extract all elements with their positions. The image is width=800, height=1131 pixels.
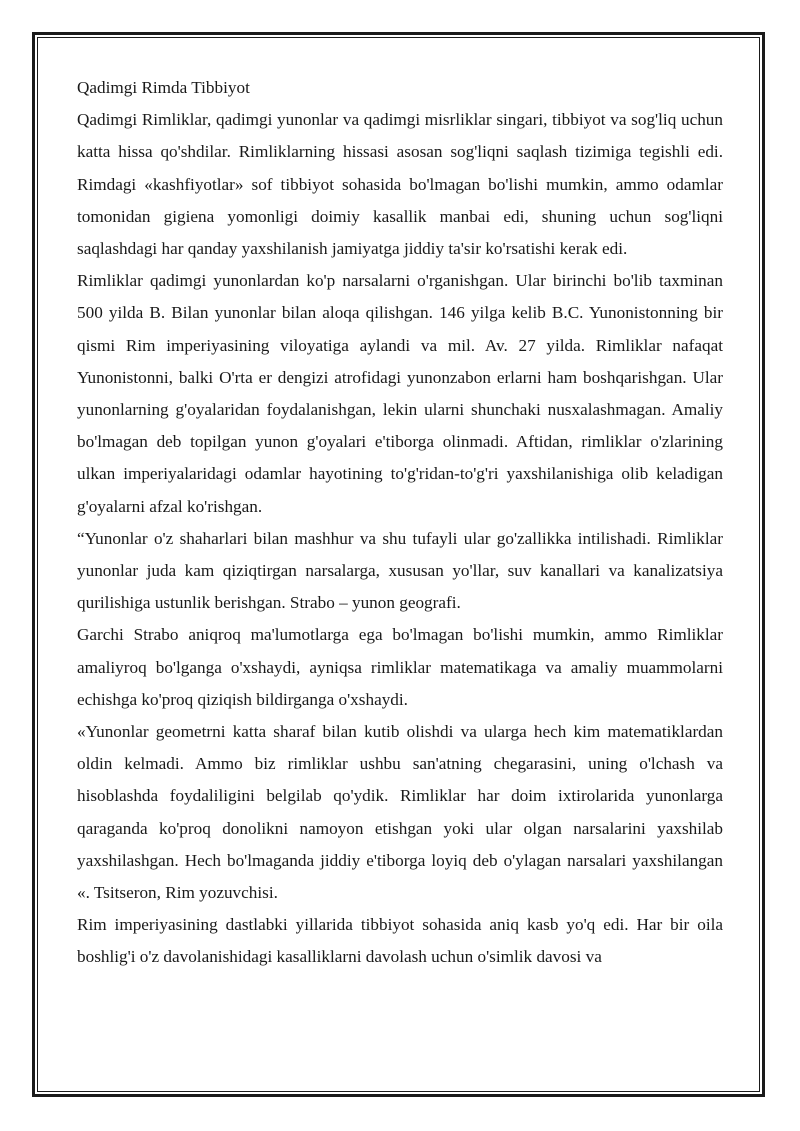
paragraph-3: “Yunonlar o'z shaharlari bilan mashhur va shu tufayli ular go'zallikka intilishadi. Rimliklar yunonlar juda kam qiziqtirgan narsalarga, xususan yo'llar, suv kanallari va kanalizatsiya qurilishiga ustunlik berishgan. Strabo – yunon geografi. [77, 528, 723, 613]
paragraph-6: Rim imperiyasining dastlabki yillarida tibbiyot sohasida aniq kasb yo'q edi. Har bir oila boshlig'i o'z davolanishidagi kasalliklarni davolash uchun o'simlik davosi va [77, 915, 723, 967]
paragraph-2: Rimliklar qadimgi yunonlardan ko'p narsalarni o'rganishgan. Ular birinchi bo'lib taxminan 500 yilda B. Bilan yunonlar bilan aloqa qilishgan. 146 yilga kelib B.C. Yunonistonning bir qismi Rim imperiyasining viloyatiga aylandi va mil. Av. 27 yilda. Rimliklar nafaqat Yunonistonni, balki O'rta er dengizi atrofidagi yunonzabon erlarni ham boshqarishgan. Ular yunonlarning g'oyalaridan foydalanishgan, lekin ularni shunchaki nusxalashmagan. Amaliy bo'lmagan deb topilgan yunon g'oyalari e'tiborga olinmadi. Aftidan, rimliklar o'zlarining ulkan imperiyalaridagi odamlar hayotining to'g'ridan-to'g'ri yaxshilanishiga olib keladigan g'oyalarni afzal ko'rishgan. [77, 271, 723, 516]
document-body [77, 72, 723, 974]
paragraph-1: Qadimgi Rimliklar, qadimgi yunonlar va qadimgi misrliklar singari, tibbiyot va sog'liq uchun katta hissa qo'shdilar. Rimliklarning hissasi asosan sog'liqni saqlash tizimiga tegishli edi. Rimdagi «kashfiyotlar» sof tibbiyot sohasida bo'lmagan bo'lishi mumkin, ammo odamlar tomonidan gigiena yomonligi doimiy kasallik manbai edi, shuning uchun sog'liqni saqlashdagi har qanday yaxshilanish jamiyatga jiddiy ta'sir ko'rsatishi kerak edi. [77, 110, 723, 259]
document-title: Qadimgi Rimda Tibbiyot [77, 78, 250, 97]
paragraph-4: Garchi Strabo aniqroq ma'lumotlarga ega bo'lmagan bo'lishi mumkin, ammo Rimliklar amaliyroq bo'lganga o'xshaydi, ayniqsa rimliklar matematikaga va amaliy muammolarni echishga ko'proq qiziqish bildirganga o'xshaydi. [77, 625, 723, 709]
paragraph-5: «Yunonlar geometrni katta sharaf bilan kutib olishdi va ularga hech kim matematiklardan oldin kelmadi. Ammo biz rimliklar ushbu san'atning chegarasini, uning o'lchash va hisoblashda foydaliligini belgilab qo'ydik. Rimliklar har doim ixtirolarida yunonlarga qaraganda ko'proq donolikni namoyon etishgan yoki ular olgan narsalarini yaxshilab yaxshilashgan. Hech bo'lmaganda jiddiy e'tiborga loyiq deb o'ylagan narsalari yaxshilangan «. Tsitseron, Rim yozuvchisi. [77, 722, 723, 903]
